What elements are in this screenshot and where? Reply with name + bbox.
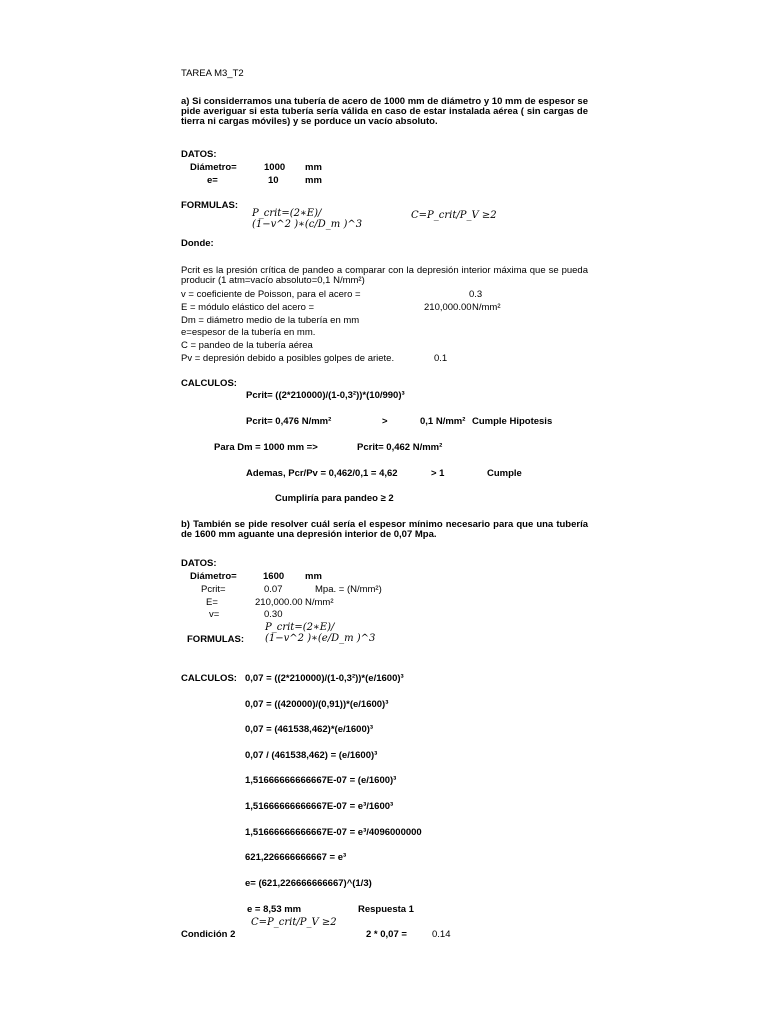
part-a-calc-2-op: > — [382, 416, 388, 427]
part-a-calc-4-result: Cumple — [487, 468, 522, 479]
part-b-diametro-value: 1600 — [263, 571, 285, 582]
part-b-E-unit: N/mm² — [305, 597, 334, 608]
part-a-formula-c: C=P_crit/P_V ≥2 — [411, 210, 497, 221]
part-b-step-6: 1,51666666666667E-07 = e³/1600³ — [245, 801, 394, 812]
modulus-definition: E = módulo elástico del acero = — [181, 302, 315, 313]
part-a-formula-pcrit-line1: P_crit=(2∗E)/ — [252, 208, 322, 219]
pcrit-definition: Pcrit es la presión crítica de pandeo a comparar con la depresión interior máxima que se pueda producir (1 atm=vacío absoluto=0,1 N/mm²) — [181, 265, 588, 286]
pv-value: 0.1 — [434, 353, 448, 364]
part-a-e-label: e= — [207, 175, 218, 186]
part-b-condicion-calc: 2 * 0,07 = — [366, 929, 407, 940]
part-b-pcrit-label: Pcrit= — [201, 584, 226, 595]
part-a-calc-1: Pcrit= ((2*210000)/(1-0,3²))*(10/990)³ — [246, 390, 405, 401]
poisson-definition: v = coeficiente de Poisson, para el acero = — [181, 289, 361, 300]
part-b-calculos-label: CALCULOS: — [181, 673, 237, 684]
part-a-calc-4-op: > 1 — [431, 468, 445, 479]
part-b-E-label: E= — [206, 597, 218, 608]
part-b-answer-label: Respuesta 1 — [358, 904, 414, 915]
part-b-step-4: 0,07 / (461538,462) = (e/1600)³ — [245, 750, 378, 761]
part-a-calc-4: Ademas, Pcr/Pv = 0,462/0,1 = 4,62 — [246, 468, 398, 479]
part-a-calc-2: Pcrit= 0,476 N/mm² — [246, 416, 332, 427]
part-a-donde-label: Donde: — [181, 238, 214, 249]
part-b-step-7: 1,51666666666667E-07 = e³/4096000000 — [245, 827, 422, 838]
part-a-calculos-label: CALCULOS: — [181, 378, 237, 389]
modulus-value: 210,000.00 — [424, 302, 472, 313]
modulus-unit: N/mm² — [472, 302, 501, 313]
part-a-diametro-label: Diámetro= — [190, 162, 237, 173]
part-b-formula-pcrit-line2: (1−v^2 )∗(e/D_m )^3 — [265, 633, 376, 644]
part-b-step-5: 1,51666666666667E-07 = (e/1600)³ — [245, 775, 397, 786]
part-b-diametro-unit: mm — [305, 571, 322, 582]
part-b-v-label: v= — [209, 609, 220, 620]
part-b-step-1: 0,07 = ((2*210000)/(1-0,3²))*(e/1600)³ — [245, 673, 404, 684]
poisson-value: 0.3 — [469, 289, 483, 300]
part-b-step-9: e= (621,226666666667)^(1/3) — [245, 878, 372, 889]
part-b-v-value: 0.30 — [264, 609, 283, 620]
part-a-calc-2-result: Cumple Hipotesis — [472, 416, 553, 427]
part-b-condicion-value: 0.14 — [432, 929, 451, 940]
part-b-diametro-label: Diámetro= — [190, 571, 237, 582]
part-b-E-value: 210,000.00 — [255, 597, 303, 608]
part-b-step-2: 0,07 = ((420000)/(0,91))*(e/1600)³ — [245, 699, 389, 710]
part-a-statement: a) Si considerramos una tubería de acero de 1000 mm de diámetro y 10 mm de espesor se pide averiguar si esta tubería sería válida en caso de estar instalada aérea ( sin cargas de tierra ni cargas móviles) y se porduce un vacío absoluto. — [181, 96, 588, 127]
part-a-formulas-label: FORMULAS: — [181, 200, 238, 211]
part-a-diametro-unit: mm — [305, 162, 322, 173]
part-b-pcrit-value: 0.07 — [264, 584, 283, 595]
part-a-diametro-value: 1000 — [264, 162, 286, 173]
part-b-statement: b) También se pide resolver cuál sería el espesor mínimo necesario para que una tubería de 1600 mm aguante una depresión interior de 0,07 Mpa. — [181, 519, 588, 540]
dm-definition: Dm = diámetro medio de la tubería en mm — [181, 315, 360, 326]
part-b-step-3: 0,07 = (461538,462)*(e/1600)³ — [245, 724, 374, 735]
part-b-condicion-label: Condición 2 — [181, 929, 236, 940]
part-b-condicion-formula: C=P_crit/P_V ≥2 — [251, 917, 337, 928]
pv-definition: Pv = depresión debido a posibles golpes de ariete. — [181, 353, 395, 364]
part-a-calc-5: Cumpliría para pandeo ≥ 2 — [275, 493, 394, 504]
document-title: TAREA M3_T2 — [181, 68, 244, 79]
part-b-formula-pcrit-line1: P_crit=(2∗E)/ — [265, 622, 335, 633]
part-a-e-value: 10 — [268, 175, 279, 186]
part-a-calc-3: Para Dm = 1000 mm => — [214, 442, 318, 453]
part-a-calc-3-rhs: Pcrit= 0,462 N/mm² — [357, 442, 443, 453]
c-definition: C = pandeo de la tubería aérea — [181, 340, 313, 351]
part-b-formulas-label: FORMULAS: — [187, 634, 244, 645]
part-a-e-unit: mm — [305, 175, 322, 186]
part-b-answer: e = 8,53 mm — [247, 904, 302, 915]
part-a-datos-label: DATOS: — [181, 149, 217, 160]
part-a-formula-pcrit-line2: (1−v^2 )∗(c/D_m )^3 — [252, 219, 363, 230]
e-definition: e=espesor de la tubería en mm. — [181, 327, 316, 338]
part-a-calc-2-rhs: 0,1 N/mm² — [420, 416, 466, 427]
part-b-datos-label: DATOS: — [181, 558, 217, 569]
part-b-step-8: 621,226666666667 = e³ — [245, 852, 347, 863]
part-b-pcrit-unit: Mpa. = (N/mm²) — [315, 584, 382, 595]
